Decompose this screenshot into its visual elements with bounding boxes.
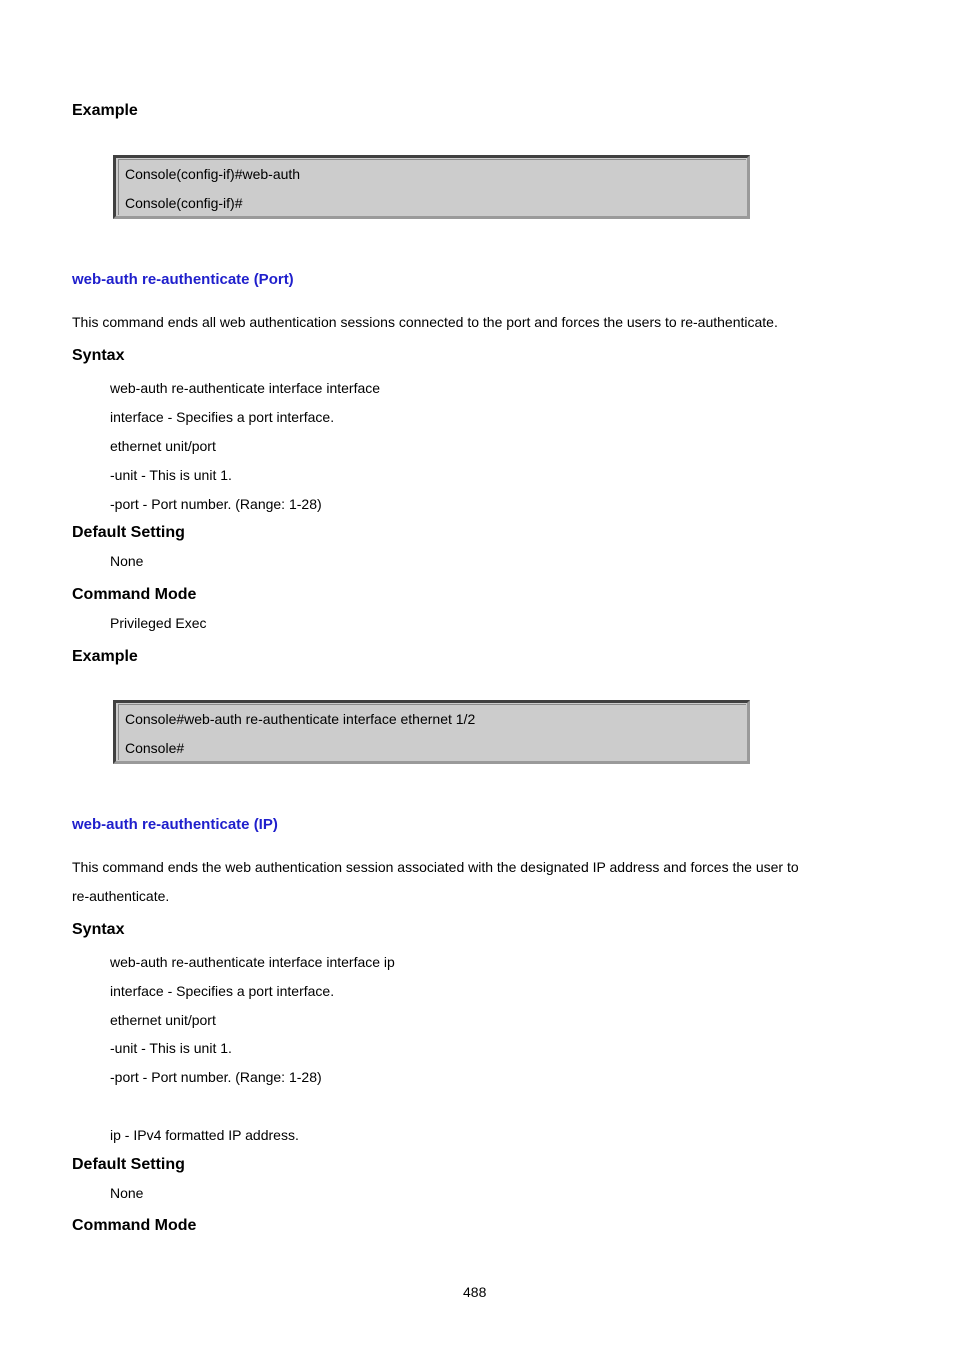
default-setting-heading: Default Setting (72, 1156, 185, 1173)
default-setting-heading: Default Setting (72, 524, 185, 541)
section-title-port: web-auth re-authenticate (Port) (72, 271, 294, 288)
console-line: Console#web-auth re-authenticate interface ethernet 1/2 (125, 711, 476, 727)
console-example-box (113, 700, 750, 764)
console-line: Console(config-if)# (125, 195, 243, 211)
console-line: Console(config-if)#web-auth (125, 166, 301, 182)
section-description: This command ends all web authentication sessions connected to the port and forces the users to re-authenticate. (72, 314, 778, 330)
syntax-line: ethernet unit/port (110, 1012, 216, 1028)
section-title-ip: web-auth re-authenticate (IP) (72, 816, 278, 833)
section-description: This command ends the web authentication session associated with the designated IP address and forces the user to (72, 859, 799, 875)
syntax-line: -unit - This is unit 1. (110, 467, 232, 483)
syntax-line: -unit - This is unit 1. (110, 1040, 232, 1056)
syntax-line: interface - Specifies a port interface. (110, 409, 335, 425)
command-mode-heading: Command Mode (72, 586, 197, 603)
syntax-heading: Syntax (72, 921, 125, 938)
default-setting-value: None (110, 1185, 144, 1201)
example-heading: Example (72, 102, 138, 119)
command-mode-value: Privileged Exec (110, 615, 207, 631)
syntax-line: -port - Port number. (Range: 1-28) (110, 496, 322, 512)
syntax-line: web-auth re-authenticate interface interface (110, 380, 381, 396)
syntax-line: ip - IPv4 formatted IP address. (110, 1127, 299, 1143)
default-setting-value: None (110, 553, 144, 569)
console-example-box (113, 155, 750, 219)
syntax-heading: Syntax (72, 347, 125, 364)
section-description-cont: re-authenticate. (72, 888, 170, 904)
syntax-line: -port - Port number. (Range: 1-28) (110, 1069, 322, 1085)
page-number: 488 (463, 1284, 487, 1300)
example-heading: Example (72, 648, 138, 665)
syntax-line: web-auth re-authenticate interface interface ip (110, 954, 395, 970)
syntax-line: ethernet unit/port (110, 438, 216, 454)
syntax-line: interface - Specifies a port interface. (110, 983, 335, 999)
console-line: Console# (125, 740, 185, 756)
command-mode-heading: Command Mode (72, 1217, 197, 1234)
